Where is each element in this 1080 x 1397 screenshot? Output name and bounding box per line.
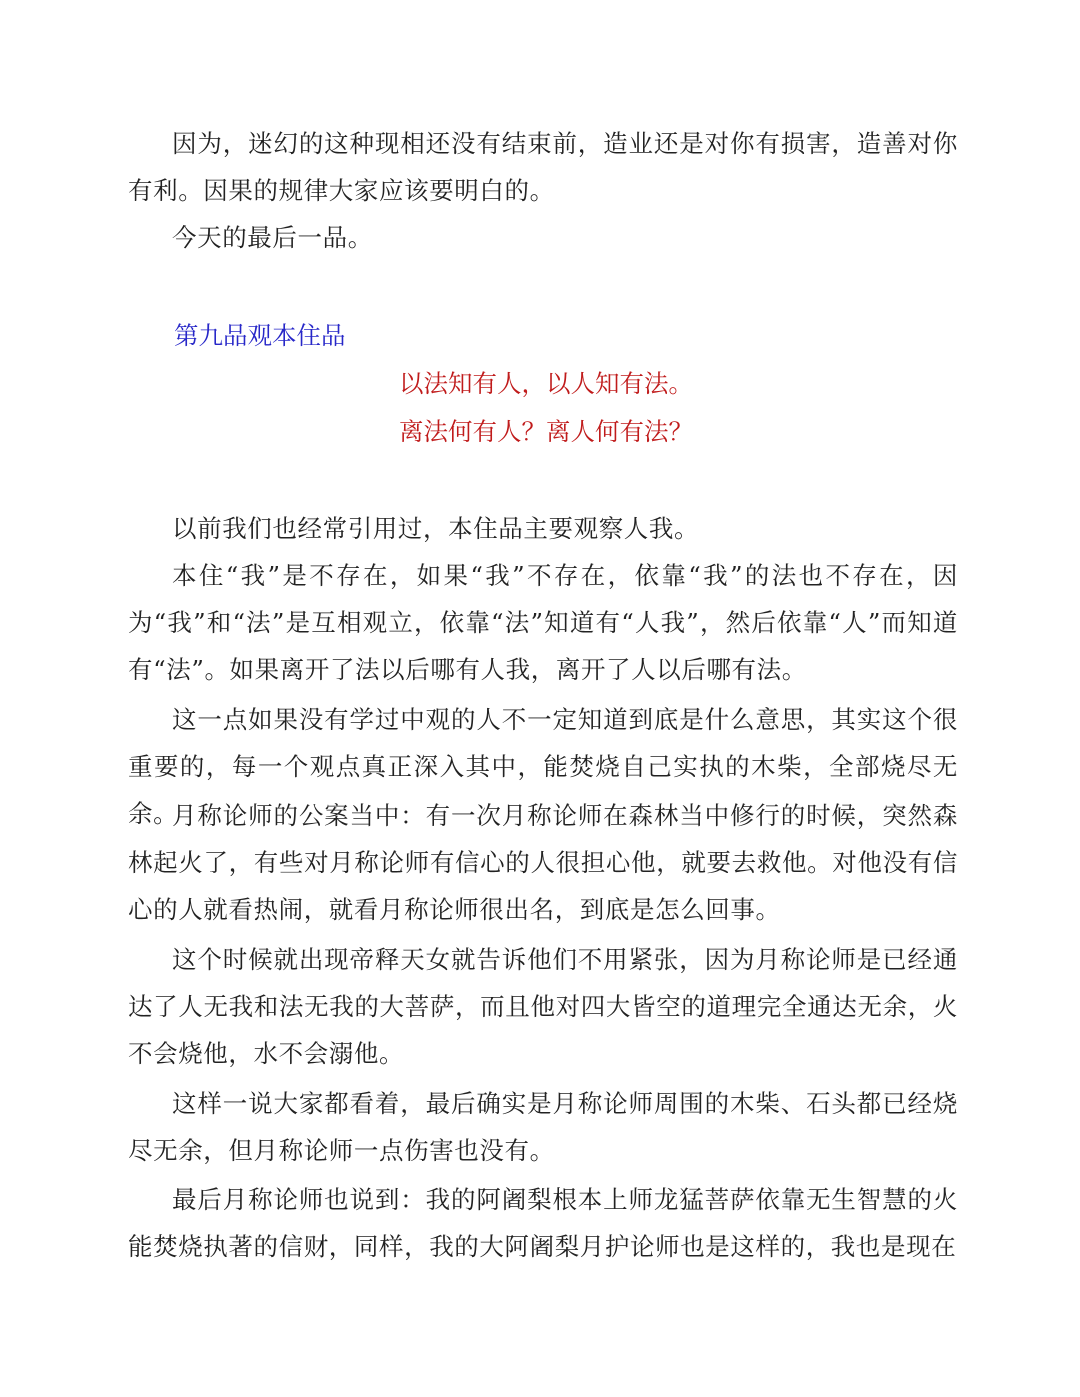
paragraph-unharmed: 这样一说大家都看着，最后确实是月称论师周围的木柴、石头都已经烧尽无余，但月称论师一点伤害也没有。	[128, 1089, 958, 1165]
paragraph-intro: 以前我们也经常引用过，本住品主要观察人我。	[172, 514, 700, 543]
paragraph-indra-daughter: 这个时候就出现帝释天女就告诉他们不用紧张，因为月称论师是已经通达了人无我和法无我的大菩萨，而且他对四大皆空的道理完全通达无余，火不会烧他，水不会溺他。	[128, 945, 958, 1068]
chapter-title: 第九品观本住品	[174, 321, 346, 350]
paragraph-self-and-dharma: 本住“我”是不存在，如果“我”不存在，依靠“我”的法也不存在，因为“我”和“法”是互相观立，依靠“法”知道有“人我”，然后依靠“人”而知道有“法”。如果离开了法以后哪有人我，离开了人以后哪有法。	[128, 561, 958, 684]
paragraph-acharya: 最后月称论师也说到：我的阿阇梨根本上师龙猛菩萨依靠无生智慧的火能焚烧执著的信财，同样，我的大阿阇梨月护论师也是这样的，我也是现在	[128, 1185, 958, 1261]
verse-line-2: 离法何有人？离人何有法？	[399, 417, 693, 446]
paragraph-chandrakirti-story: 月称论师的公案当中：有一次月称论师在森林当中修行的时候，突然森林起火了，有些对月称论师有信心的人很担心他，就要去救他。对他没有信心的人就看热闹，就看月称论师很出名，到底是怎么回事。	[128, 801, 958, 924]
paragraph-last-chapter: 今天的最后一品。	[172, 223, 373, 252]
verse-line-1: 以法知有人，以人知有法。	[399, 369, 693, 398]
paragraph-karma: 因为，迷幻的这种现相还没有结束前，造业还是对你有损害，造善对你有利。因果的规律大家应该要明白的。	[128, 129, 958, 205]
paragraph-madhyamaka: 这一点如果没有学过中观的人不一定知道到底是什么意思，其实这个很重要的，每一个观点真正深入其中，能焚烧自己实执的木柴，全部烧尽无余。	[128, 705, 958, 828]
